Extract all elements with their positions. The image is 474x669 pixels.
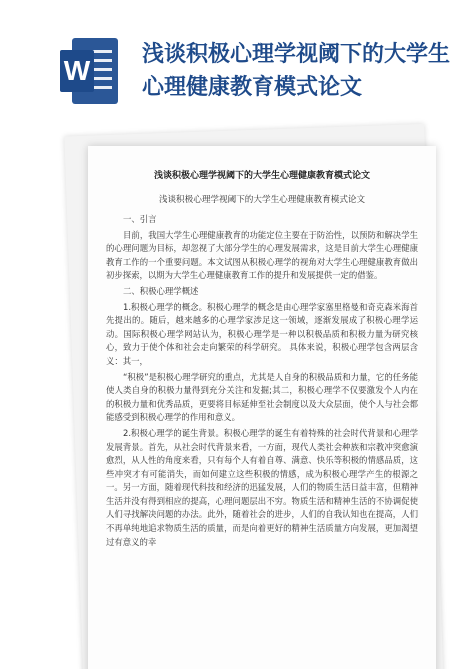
- paragraph: 目前，我国大学生心理健康教育的功能定位主要在于防治性，以预防和解决学生的心理问题为目标，却忽视了大部分学生的心理发展需求，这是目前大学生心理健康教育工作的一个重要问题。本文试图从积极心理学的视角对大学生心理健康教育做出初步探索，以期为大学生心理健康教育工作的提升和发展提供一定的借鉴。: [106, 229, 418, 281]
- paragraph: 1.积极心理学的概念。积极心理学的概念是由心理学家塞里格曼和奇克森米海首先提出的。随后，越来越多的心理学家涉足这一领域，逐渐发展成了积极心理学运动。国际积极心理学网站认为，积极心理学是一种以积极品质和积极力量为研究核心，致力于使个体和社会走向繁荣的科学研究。 具体来说，积极心理学包含两层含义：其一，: [106, 301, 418, 366]
- section-heading-intro: 一、引言: [123, 214, 157, 224]
- page-title: 浅谈积极心理学视阈下的大学生心理健康教育模式论文: [142, 42, 451, 100]
- document-subtitle: 浅谈积极心理学视阈下的大学生心理健康教育模式论文: [158, 195, 366, 205]
- header: [0, 0, 474, 130]
- word-document-icon: [60, 38, 120, 104]
- word-icon-badge: W: [60, 50, 94, 92]
- document-heading: 浅谈积极心理学视阈下的大学生心理健康教育模式论文: [153, 171, 370, 181]
- paragraph: “积极”是积极心理学研究的重点，尤其是人自身的积极品质和力量，它的任务能使人类自身的积极力量得到充分关注和发掘;其二，积极心理学不仅要激发个人内在的积极力量和优秀品质，更要将目标延伸至社会制度以及大众层面，使个人与社会都能感受到积极心理学的作用和意义。: [106, 371, 418, 423]
- section-heading-overview: 二、积极心理学概述: [123, 285, 199, 296]
- paragraph: 2.积极心理学的诞生背景。积极心理学的诞生有着特殊的社会时代背景和心理学发展背景。首先，从社会时代背景来看，一方面，现代人类社会种族和宗教冲突愈演愈烈，从人性的角度来看，只有每个人有着自尊、满意、快乐等积极的情感品质，这些冲突才有可能消失，而如何建立这些积极的情感，成为积极心理学产生的根源之一。另一方面，随着现代科技和经济的迅猛发展，人们的物质生活日益丰富，但精神生活并没有得到相应的提高，心理问题层出不穷。物质生活和精神生活的不协调促使人们寻找解决问题的办法。此外，随着社会的进步，人们的自我认知也在提高，人们不再单纯地追求物质生活的质量，而是向着更好的精神生活质量方向发展，更加渴望过有意义的幸: [106, 427, 418, 547]
- document-preview: [88, 146, 436, 669]
